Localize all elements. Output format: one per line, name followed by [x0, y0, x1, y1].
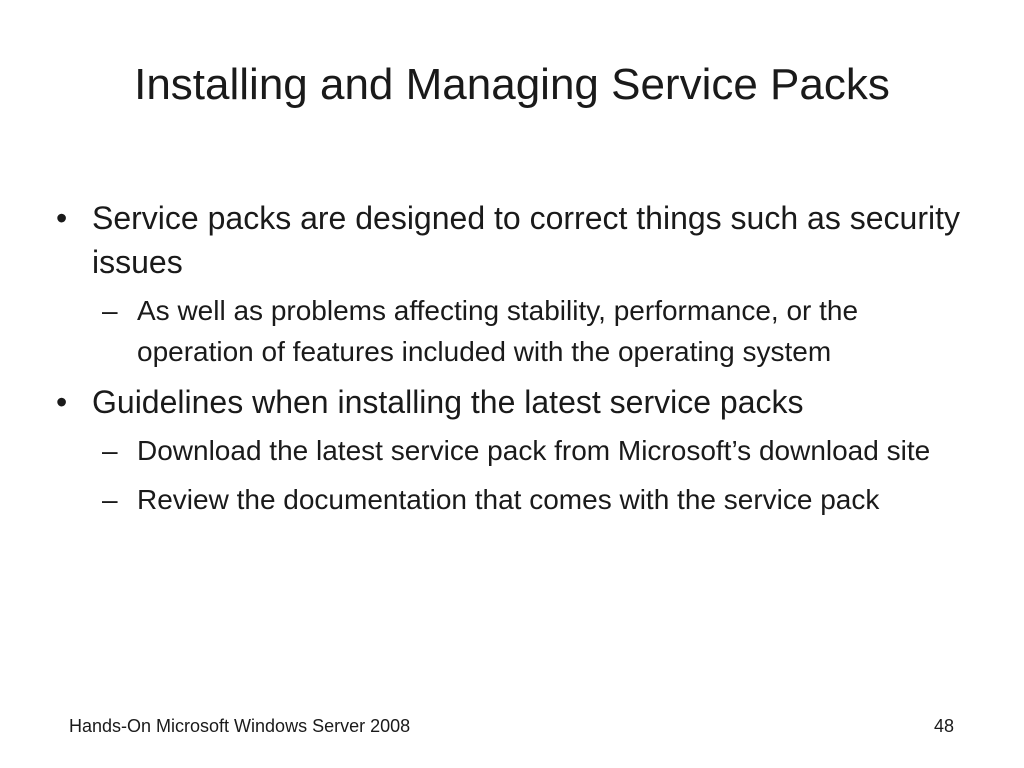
sub-bullet-text: As well as problems affecting stability, performance, or the operation of features included with the operating system [137, 295, 859, 367]
sub-bullet-item [56, 479, 976, 520]
bullet-item [56, 380, 976, 424]
slide-content [56, 196, 976, 528]
sub-bullet-marker: – [102, 435, 118, 466]
sub-bullet-item [56, 290, 976, 372]
sub-bullet-text: Download the latest service pack from Microsoft’s download site [137, 435, 931, 466]
bullet-marker: • [56, 200, 68, 236]
sub-bullet-item [56, 430, 976, 471]
sub-bullet-marker: – [102, 295, 118, 326]
slide-title: Installing and Managing Service Packs [134, 60, 890, 109]
bullet-text: Service packs are designed to correct things such as security issues [92, 200, 960, 280]
footer-course-title: Hands-On Microsoft Windows Server 2008 [69, 716, 411, 736]
footer-page-number: 48 [933, 716, 954, 736]
bullet-text: Guidelines when installing the latest service packs [92, 384, 804, 420]
bullet-marker: • [56, 384, 68, 420]
sub-bullet-text: Review the documentation that comes with the service pack [137, 484, 880, 515]
sub-bullet-marker: – [102, 484, 118, 515]
bullet-item [56, 196, 976, 284]
